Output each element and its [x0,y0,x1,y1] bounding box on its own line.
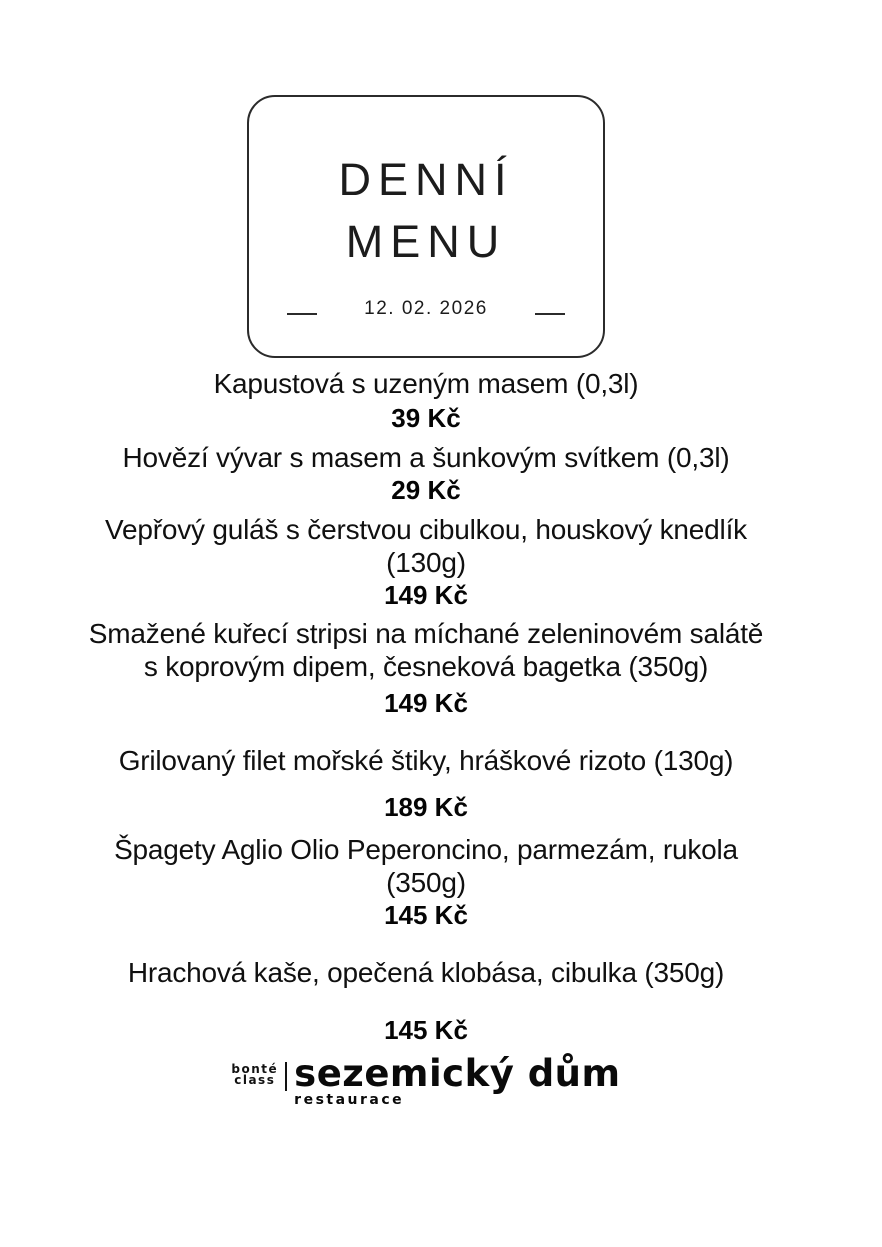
menu-date: 12. 02. 2026 [364,298,488,319]
menu-item-name: Hovězí vývar s masem a šunkovým svítkem (0,3l) [122,442,730,473]
menu-title-line1: DENNÍ [338,154,514,205]
menu-item-price: 39 Kč [391,403,461,433]
menu-item [0,367,852,435]
menu-item [0,833,852,932]
date-dash-left [287,313,317,315]
menu-item-price: 145 Kč [384,1015,468,1045]
restaurant-subtitle: restaurace [294,1092,405,1108]
restaurant-name: sezemický dům [294,1052,621,1095]
menu-item-name: Vepřový guláš s čerstvou cibulkou, houskový knedlík [105,514,747,545]
logo-brand-block [231,1064,278,1086]
logo-name-block [294,1052,621,1108]
logo-divider-bar [285,1062,287,1091]
menu-item-name: Grilovaný filet mořské štiky, hráškové rizoto (130g) [118,745,734,776]
menu-item-name-line2: s koprovým dipem, česneková bagetka (350g) [143,651,709,682]
menu-item-name-line2: (350g) [386,867,466,898]
menu-item-price: 189 Kč [384,792,468,822]
menu-item [0,744,852,824]
menu-item-price: 149 Kč [384,580,468,610]
logo-brand-line2: class [234,1073,276,1087]
date-dash-right [535,313,565,315]
menu-title [249,97,603,273]
menu-item-list [0,367,852,1047]
menu-item [0,956,852,1047]
menu-date-row [249,298,603,320]
menu-item [0,441,852,507]
menu-item-name-line2: (130g) [386,547,466,578]
menu-item-name: Kapustová s uzeným masem (0,3l) [213,368,639,399]
logo-brand-line1: bonté [231,1062,279,1076]
menu-content-column [0,95,852,1107]
menu-title-line2: MENU [345,216,507,267]
menu-item-name: Smažené kuřecí stripsi na míchané zeleninovém salátě [88,618,764,649]
menu-item-price: 149 Kč [384,688,468,718]
menu-item-price: 29 Kč [391,475,461,505]
menu-item-name: Špagety Aglio Olio Peperoncino, parmezám, rukola [114,834,738,865]
menu-item [0,513,852,612]
menu-item-name: Hrachová kaše, opečená klobása, cibulka (350g) [127,957,725,988]
menu-header-card [247,95,605,358]
restaurant-logo [0,1052,852,1108]
menu-item [0,617,852,720]
menu-item-price: 145 Kč [384,900,468,930]
